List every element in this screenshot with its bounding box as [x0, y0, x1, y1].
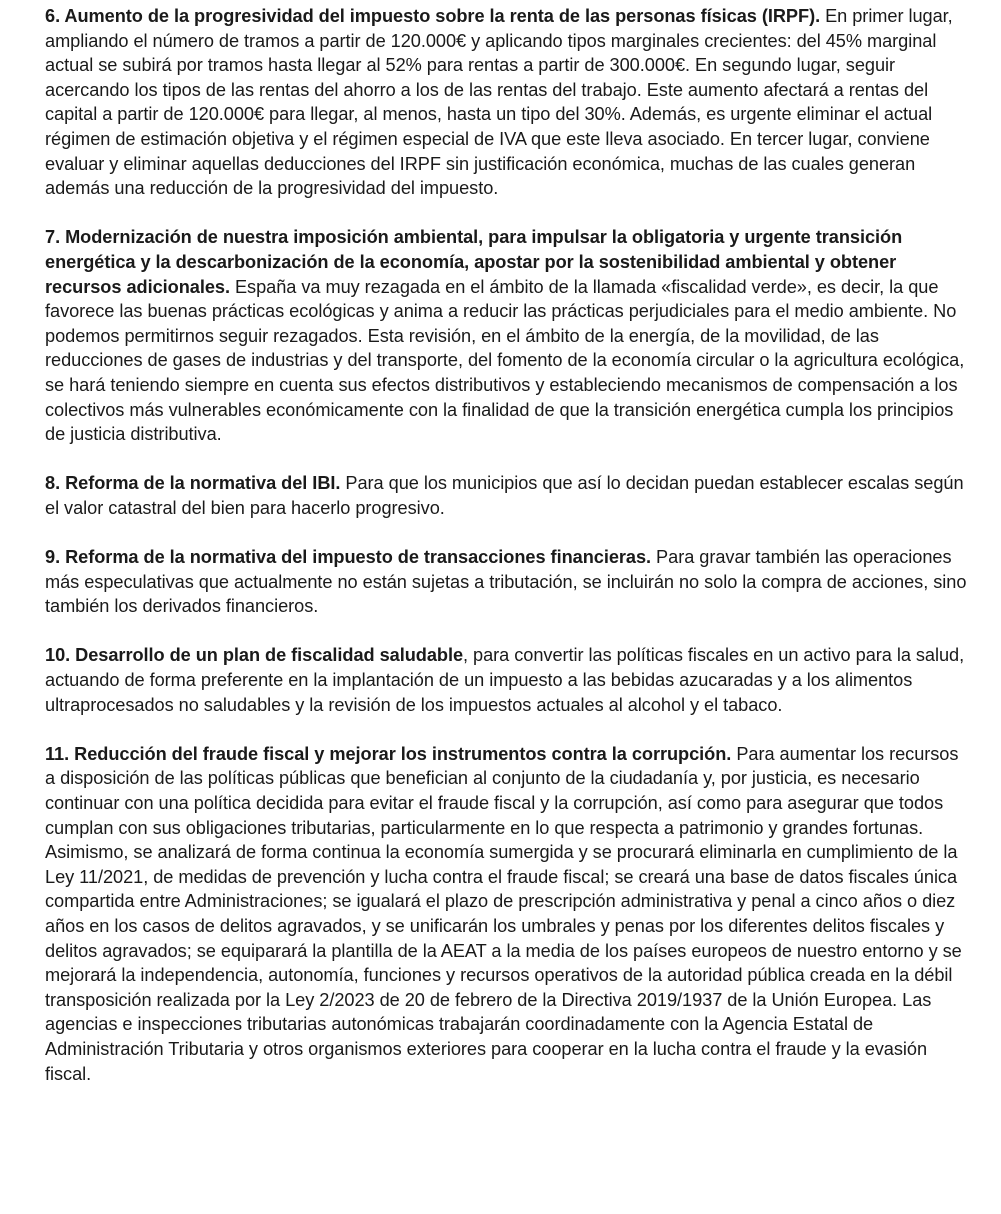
section-8-heading: 8. Reforma de la normativa del IBI.: [45, 473, 341, 494]
section-8-ibi: [45, 471, 971, 520]
section-7-ambiental: [45, 225, 971, 446]
section-6-irpf: [45, 4, 971, 201]
section-9-transacciones: [45, 545, 971, 619]
section-11-heading: 11. Reducción del fraude fiscal y mejorar los instrumentos contra la corrupción.: [45, 743, 732, 764]
section-11-fraude-fiscal: [45, 742, 971, 1086]
section-9-body: Para gravar también las operaciones más especulativas que actualmente no están sujetas a tributación, se incluirán no solo la compra de acciones, sino también los derivados financieros.: [45, 547, 967, 617]
section-6-heading: 6. Aumento de la progresividad del impuesto sobre la renta de las personas físicas (IRPF).: [45, 6, 821, 26]
section-9-heading: 9. Reforma de la normativa del impuesto de transacciones financieras.: [45, 547, 652, 568]
section-10-body: , para convertir las políticas fiscales en un activo para la salud, actuando de forma preferente en la implantación de un impuesto a las bebidas azucaradas y a los alimentos ultraprocesados no saludables y la revisión de los impuestos actuales al alcohol y el tabaco.: [45, 645, 965, 715]
section-10-fiscalidad-saludable: [45, 643, 971, 717]
section-10-heading: 10. Desarrollo de un plan de fiscalidad saludable: [45, 645, 464, 666]
section-7-heading: 7. Modernización de nuestra imposición ambiental, para impulsar la obligatoria y urgente transición energética y la descarbonización de la economía, apostar por la sostenibilidad ambiental y obtener recursos adicionales.: [45, 227, 903, 297]
section-11-body: Para aumentar los recursos a disposición de las políticas públicas que benefician al conjunto de la ciudadanía y, por justicia, es necesario continuar con una política decidida para evitar el fraude fiscal y la corrupción, así como para asegurar que todos cumplan con sus obligaciones tributarias, particularmente en lo que respecta a patrimonio y grandes fortunas. Asimismo, se analizará de forma continua la economía sumergida y se procurará eliminarla en cumplimiento de la Ley 11/2021, de medidas de prevención y lucha contra el fraude fiscal; se creará una base de datos fiscales única compartida entre Administraciones; se igualará el plazo de prescripción administrativa y penal a cinco años o diez años en los casos de delitos agravados, y se unificarán los umbrales y penas por los diferentes delitos fiscales y delitos agravados; se equiparará la plantilla de la AEAT a la media de los países europeos de nuestro entorno y se mejorará la independencia, autonomía, funciones y recursos operativos de la autoridad pública creada en la débil transposición realizada por la Ley 2/2023 de 20 de febrero de la Directiva 2019/1937 de la Unión Europea. Las agencias e inspecciones tributarias autonómicas trabajarán coordinadamente con la Agencia Estatal de Administración Tributaria y otros organismos exteriores para cooperar en la lucha contra el fraude y la evasión fiscal.: [45, 743, 962, 1084]
section-8-body: Para que los municipios que así lo decidan puedan establecer escalas según el valor catastral del bien para hacerlo progresivo.: [45, 473, 964, 518]
section-7-body: España va muy rezagada en el ámbito de la llamada «fiscalidad verde», es decir, la que favorece las buenas prácticas ecológicas y anima a reducir las prácticas perjudiciales para el medio ambiente. No podemos permitirnos seguir rezagados. Esta revisión, en el ámbito de la energía, de la movilidad, de las reducciones de gases de industrias y del transporte, del fomento de la economía circular o la agricultura ecológica, se hará teniendo siempre en cuenta sus efectos distributivos y estableciendo mecanismos de compensación a los colectivos más vulnerables económicamente con la finalidad de que la transición energética cumpla los principios de justicia distributiva.: [45, 276, 965, 445]
section-6-body: En primer lugar, ampliando el número de tramos a partir de 120.000€ y aplicando tipos marginales crecientes: del 45% marginal actual se subirá por tramos hasta llegar al 52% para rentas a partir de 300.000€. En segundo lugar, seguir acercando los tipos de las rentas del ahorro a los de las rentas del trabajo. Este aumento afectará a rentas del capital a partir de 120.000€ para llegar, al menos, hasta un tipo del 30%. Además, es urgente eliminar el actual régimen de estimación objetiva y el régimen especial de IVA que este lleva asociado. En tercer lugar, conviene evaluar y eliminar aquellas deducciones del IRPF sin justificación económica, muchas de las cuales generan además una reducción de la progresividad del impuesto.: [45, 6, 953, 199]
